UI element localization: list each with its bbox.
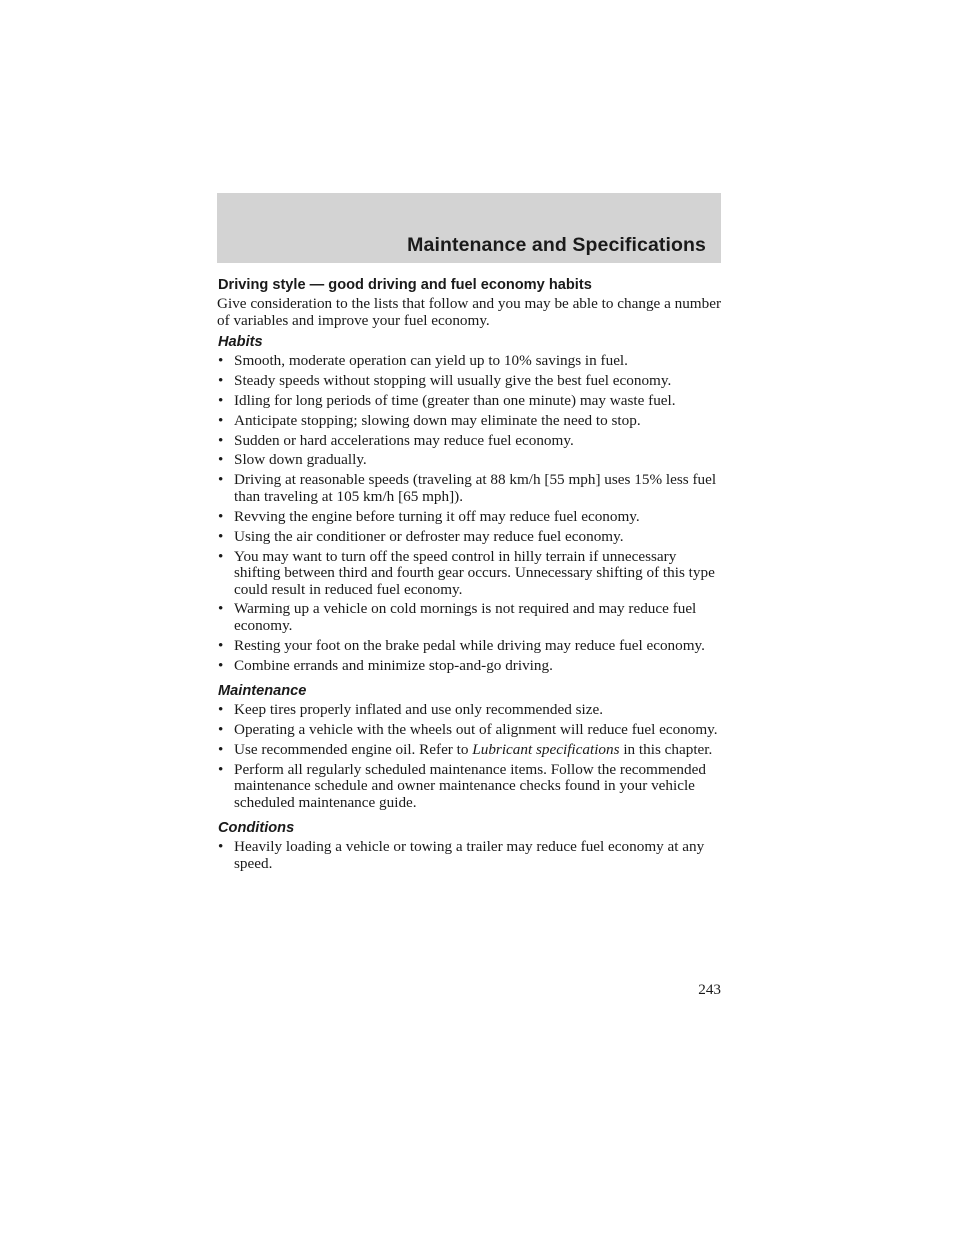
list-item: • Anticipate stopping; slowing down may eliminate the need to stop. [218,411,641,429]
bullet-icon: • [218,740,224,758]
page-number: 243 [698,981,721,998]
list-item: • Use recommended engine oil. Refer to Lubricant specifications in this chapter. [218,740,713,758]
chapter-header-band [217,193,721,263]
list-item: • Perform all regularly scheduled maintenance items. Follow the recommended maintenance schedule and owner maintenance checks found in your vehicle scheduled maintenance guide. [218,760,706,811]
conditions-heading: Conditions [218,820,295,837]
lubricant-specifications-reference: Lubricant specifications [472,740,620,758]
bullet-icon: • [218,371,224,389]
bullet-icon: • [218,391,224,409]
bullet-icon: • [218,636,224,654]
list-item: • Revving the engine before turning it off may reduce fuel economy. [218,507,640,525]
bullet-icon: • [218,527,224,545]
list-item: • Combine errands and minimize stop-and-go driving. [218,656,553,674]
section-heading: Driving style — good driving and fuel economy habits [218,277,592,293]
bullet-icon: • [218,656,224,674]
list-item: • Idling for long periods of time (greater than one minute) may waste fuel. [218,391,676,409]
bullet-icon: • [218,507,224,525]
maintenance-heading: Maintenance [218,683,307,700]
bullet-icon: • [218,547,224,565]
list-item: • Keep tires properly inflated and use only recommended size. [218,701,604,719]
conditions-list [217,839,721,872]
habits-heading: Habits [218,334,263,350]
bullet-icon: • [218,721,224,739]
list-item: • Driving at reasonable speeds (traveling at 88 km/h [55 mph] uses 15% less fuel than traveling at 105 km/h [65 mph]). [218,471,717,505]
list-item: • Smooth, moderate operation can yield up to 10% savings in fuel. [218,352,628,369]
bullet-icon: • [218,431,224,449]
maintenance-list [217,702,721,811]
list-item: • You may want to turn off the speed control in hilly terrain if unnecessary shifting between third and fourth gear occurs. Unnecessary shifting of this type could result in reduced fuel economy. [218,547,715,598]
page-content [217,263,721,872]
manual-page [217,193,721,876]
chapter-title: Maintenance and Specifications [407,234,706,256]
bullet-icon: • [218,451,224,469]
section-intro: Give consideration to the lists that follow and you may be able to change a number of variables and improve your fuel economy. [217,295,722,329]
bullet-icon: • [218,352,224,369]
habits-list [217,353,721,674]
bullet-icon: • [218,838,224,856]
list-item: • Heavily loading a vehicle or towing a trailer may reduce fuel economy at any speed. [218,838,705,872]
bullet-icon: • [218,760,224,778]
list-item: • Warming up a vehicle on cold mornings is not required and may reduce fuel economy. [218,600,697,634]
list-item: • Operating a vehicle with the wheels out of alignment will reduce fuel economy. [218,721,718,739]
list-item: • Using the air conditioner or defroster may reduce fuel economy. [218,527,624,545]
bullet-icon: • [218,600,224,618]
list-item: • Slow down gradually. [218,451,367,469]
bullet-icon: • [218,411,224,429]
bullet-icon: • [218,471,224,489]
bullet-icon: • [218,701,224,719]
list-item: • Resting your foot on the brake pedal while driving may reduce fuel economy. [218,636,705,654]
list-item: • Sudden or hard accelerations may reduce fuel economy. [218,431,574,449]
list-item: • Steady speeds without stopping will usually give the best fuel economy. [218,371,672,389]
